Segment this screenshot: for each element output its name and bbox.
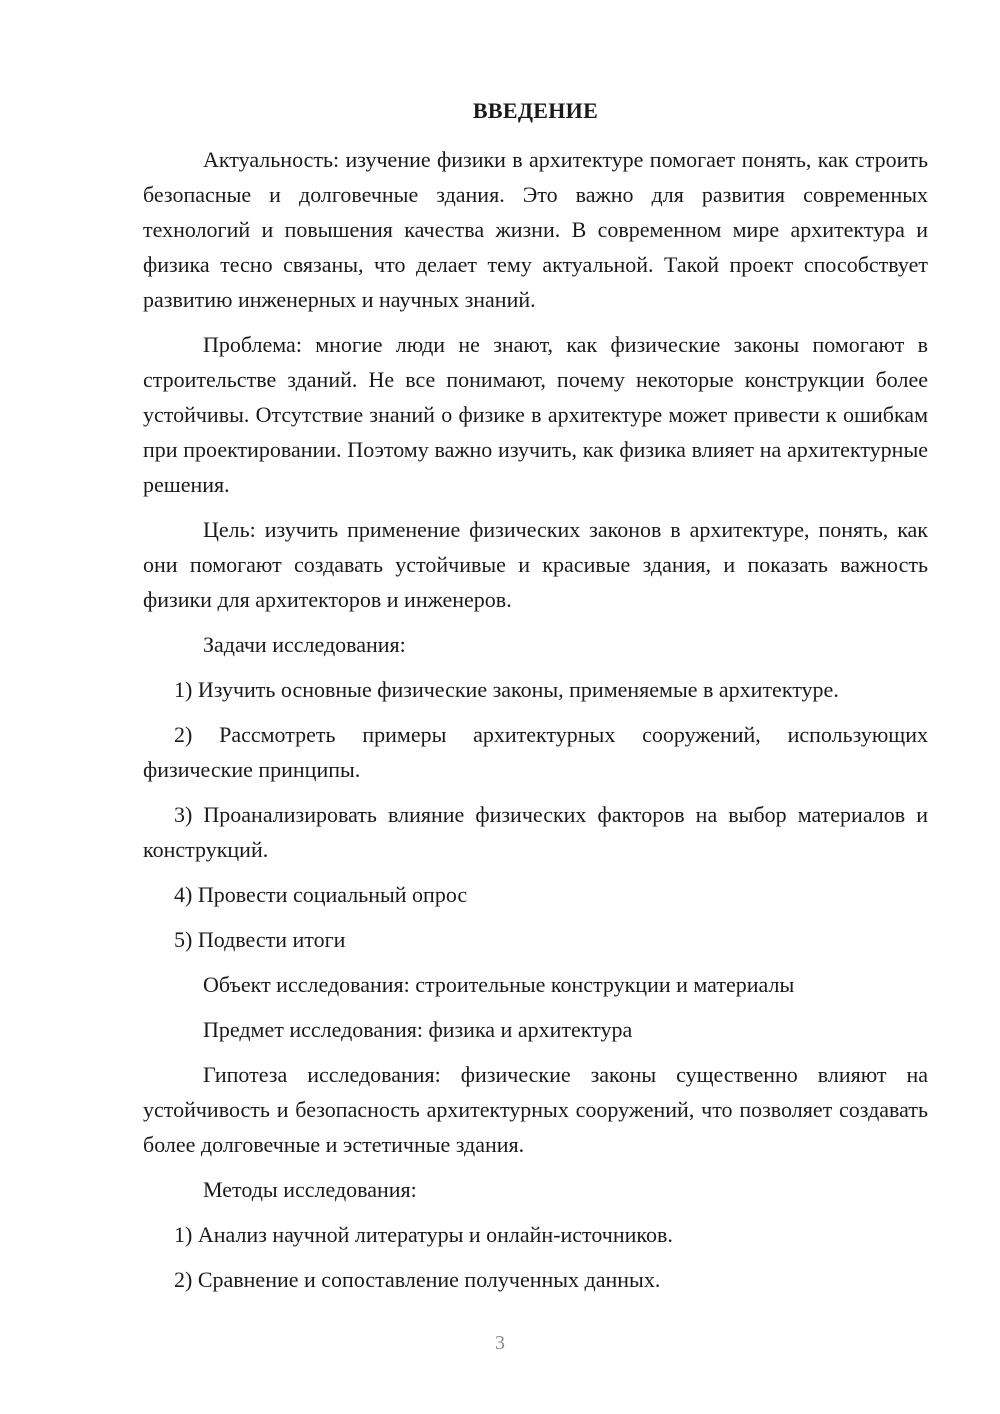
paragraph-relevance: Актуальность: изучение физики в архитектуре помогает понять, как строить безопасные и долговечные здания. Это важно для развития современных технологий и повышения качества жизни. В современном мире архитектура и физика тесно связаны, что делает тему актуальной. Такой проект способствует развитию инженерных и научных знаний. [143, 147, 928, 312]
method-item-2: 2) Сравнение и сопоставление полученных данных. [174, 1267, 661, 1292]
methods-heading: Методы исследования: [203, 1177, 417, 1202]
document-page [143, 0, 928, 1414]
section-title: ВВЕДЕНИЕ [472, 98, 599, 123]
paragraph-goal: Цель: изучить применение физических законов в архитектуре, понять, как они помогают создавать устойчивые и красивые здания, и показать важность физики для архитекторов и инженеров. [143, 517, 928, 612]
task-item-5: 5) Подвести итоги [174, 927, 346, 952]
task-item-3: 3) Проанализировать влияние физических факторов на выбор материалов и конструкций. [143, 802, 928, 862]
task-item-4: 4) Провести социальный опрос [174, 882, 468, 907]
page-number-wrap [0, 1332, 1000, 1355]
task-item-1: 1) Изучить основные физические законы, применяемые в архитектуре. [174, 677, 839, 702]
document-body [143, 142, 928, 1307]
paragraph-problem: Проблема: многие люди не знают, как физические законы помогают в строительстве зданий. Не все понимают, почему некоторые конструкции более устойчивы. Отсутствие знаний о физике в архитектуре может привести к ошибкам при проектировании. Поэтому важно изучить, как физика влияет на архитектурные решения. [143, 332, 928, 497]
paragraph-subject: Предмет исследования: физика и архитектура [203, 1017, 633, 1042]
task-item-2: 2) Рассмотреть примеры архитектурных сооружений, использующих физические принципы. [143, 722, 928, 782]
tasks-heading: Задачи исследования: [203, 632, 406, 657]
page-number: 3 [495, 1332, 505, 1354]
paragraph-hypothesis: Гипотеза исследования: физические законы существенно влияют на устойчивость и безопасность архитектурных сооружений, что позволяет создавать более долговечные и эстетичные здания. [143, 1062, 928, 1157]
method-item-1: 1) Анализ научной литературы и онлайн-источников. [174, 1222, 673, 1247]
paragraph-object: Объект исследования: строительные конструкции и материалы [203, 972, 795, 997]
